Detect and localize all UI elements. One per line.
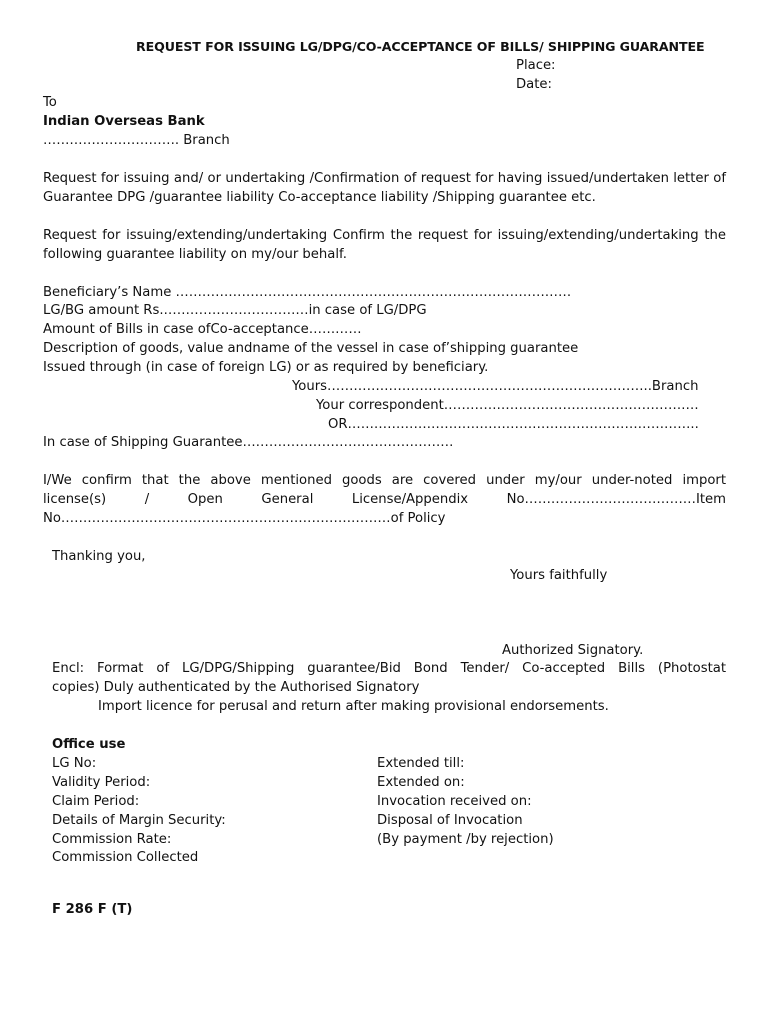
enclosure-line-2: copies) Duly authenticated by the Authorised Signatory <box>52 680 420 695</box>
goods-description-field: Description of goods, value andname of the vessel in case of’shipping guarantee <box>43 341 579 356</box>
shipping-guarantee-field: In case of Shipping Guarantee………………………………………… <box>43 435 454 450</box>
enclosure-line-3: Import licence for perusal and return after making provisional endorsements. <box>98 699 609 714</box>
request-paragraph-1: Request for issuing and/ or undertaking /Confirmation of request for having issued/undertaken letter of Guarantee DPG /guarantee liability Co-acceptance liability /Shipping guarantee etc. <box>43 171 726 205</box>
correspondent-field: Your correspondent…………………………………………………. <box>316 398 699 413</box>
office-left-validity: Validity Period: <box>52 775 151 790</box>
form-code: F 286 F (T) <box>52 902 133 917</box>
bills-amount-field: Amount of Bills in case ofCo-acceptance………… <box>43 322 362 337</box>
document-title: REQUEST FOR ISSUING LG/DPG/CO-ACCEPTANCE OF BILLS/ SHIPPING GUARANTEE <box>136 39 705 54</box>
date-label: Date: <box>516 77 552 92</box>
branch-line: …………………………. Branch <box>43 133 230 148</box>
beneficiary-field: Beneficiary’s Name ……………………………………………………………………………… <box>43 285 572 300</box>
thanking-text: Thanking you, <box>52 549 146 564</box>
yours-faithfully: Yours faithfully <box>510 568 608 583</box>
lg-amount-field: LG/BG amount Rs.……………………………in case of LG/DPG <box>43 303 427 318</box>
place-label: Place: <box>516 58 556 73</box>
issued-through-field: Issued through (in case of foreign LG) or as required by beneficiary. <box>43 360 489 375</box>
or-line: OR…………………………………………………………………….. <box>328 417 699 432</box>
confirm-line-1: I/We confirm that the above mentioned goods are covered under my/our under-noted import <box>43 473 726 488</box>
request-paragraph-2: Request for issuing/extending/undertaking Confirm the request for issuing/extending/undertaking the following guarantee liability on my/our behalf. <box>43 228 726 262</box>
office-use-heading: Office use <box>52 737 126 752</box>
office-left-lg-no: LG No: <box>52 756 97 771</box>
to-label: To <box>43 95 57 110</box>
yours-branch-field: Yours………………………………………………………………..Branch <box>292 379 699 394</box>
office-right-disposal: Disposal of Invocation <box>377 813 523 828</box>
office-right-extended-till: Extended till: <box>377 756 465 771</box>
bank-name: Indian Overseas Bank <box>43 114 205 129</box>
office-left-claim: Claim Period: <box>52 794 140 809</box>
office-right-invocation-received: Invocation received on: <box>377 794 532 809</box>
office-left-margin: Details of Margin Security: <box>52 813 226 828</box>
confirm-line-3: No…………………………………………………………………of Policy <box>43 511 446 526</box>
office-right-extended-on: Extended on: <box>377 775 465 790</box>
confirm-line-2: license(s) / Open General License/Appendix No…………………………………Item <box>43 492 726 507</box>
office-right-payment-rejection: (By payment /by rejection) <box>377 832 554 847</box>
office-left-commission-collected: Commission Collected <box>52 850 199 865</box>
office-left-commission-rate: Commission Rate: <box>52 832 172 847</box>
enclosure-line-1: Encl: Format of LG/DPG/Shipping guarantee/Bid Bond Tender/ Co-accepted Bills (Photostat <box>52 661 726 676</box>
authorized-signatory: Authorized Signatory. <box>502 643 644 658</box>
